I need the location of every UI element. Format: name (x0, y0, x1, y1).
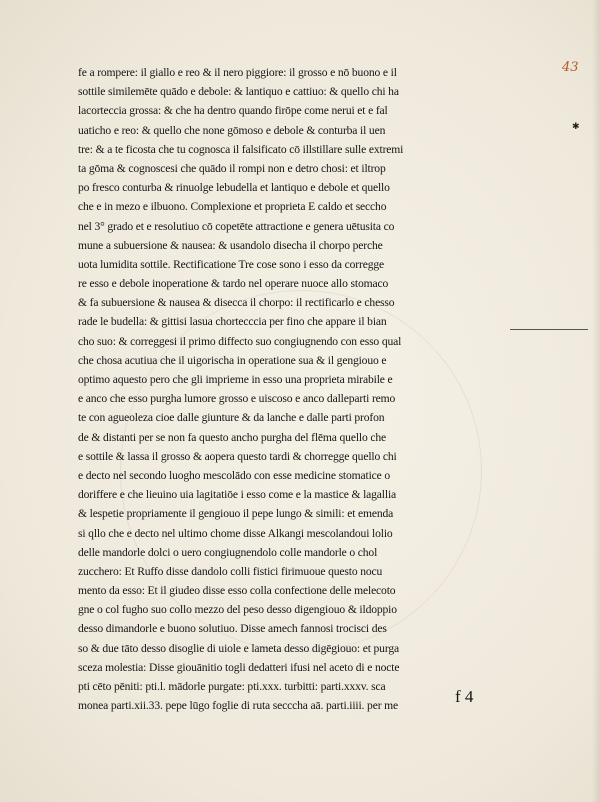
text-line: sottile similemēte quādo e debole: & lantiquo e cattiuo: & quello chi ha (78, 85, 399, 99)
text-line: mune a subuersione & nausea: & usandolo disecha il chorpo perche (78, 238, 383, 252)
text-line: po fresco conturba & rinuolge lebudella et lantiquo e debole et quello (78, 181, 390, 195)
text-block (78, 63, 498, 715)
text-line: zucchero: Et Ruffo disse dandolo colli fistici firimuoue questo nocu (78, 564, 383, 578)
text-line: monea parti.xii.33. pepe lūgo foglie di ruta secccha aā. parti.iiii. per me (78, 699, 399, 713)
text-line: desso dimandorle e buono solutiuo. Disse amech fannosi trocisci des (78, 622, 387, 636)
text-line: fe a rompere: il giallo e reo & il nero piggiore: il grosso e nō buono e il (78, 66, 397, 79)
text-line: delle mandorle dolci o uero congiugnendolo colle mandorle o chol (78, 545, 378, 559)
text-line: tre: & a te ficosta che tu cognosca il falsificato cō illstillare sulle extremi (78, 142, 404, 156)
text-line: mento da esso: Et il giudeo disse esso colla confectione delle melecoto (78, 584, 396, 598)
text-line: che chosa acutiua che il uigorischa in operatione sua & il gengiouo e (78, 353, 387, 367)
signature-mark: f 4 (455, 687, 474, 706)
text-line: & lespetie propriamente il gengiouo il pepe lungo & simili: et emenda (78, 507, 394, 521)
margin-asterisk-icon: ✱ (572, 122, 580, 132)
text-line: doriffere e che lieuino uia lagitatiōe i esso come e la mastice & lagallia (78, 488, 397, 502)
text-line: te con agueoleza cioe dalle giunture & da lanche e dalle parti profon (78, 411, 385, 425)
text-line: optimo aquesto pero che gli imprieme in esso una proprieta mirabile e (78, 373, 393, 386)
text-line: lacorteccia grossa: & che ha dentro quando firōpe come nerui et e fal (78, 104, 388, 118)
text-line: & fa subuersione & nausea & disecca il chorpo: il rectificarlo e chesso (78, 296, 395, 310)
text-line: nel 3° grado et e resolutiuo cō copetēte attractione e genera uētusita co (78, 219, 395, 233)
text-line: pti cēto pēniti: pti.l. mādorle purgate: pti.xxx. turbitti: parti.xxxv. sca (78, 680, 386, 693)
text-line: uaticho e reo: & quello che none gōmoso e debole & conturba il uen (78, 123, 386, 137)
text-line: si qllo che e decto nel ultimo chome disse Alkangi mescolandoui lolio (78, 526, 393, 540)
text-line: gne o col fugho suo collo mezzo del peso desso digengiouo & ildoppio (78, 603, 397, 617)
text-line: e sottile & lassa il grosso & aopera questo tardi & chorregge quello chi (78, 449, 397, 463)
text-line: de & distanti per se non fa questo ancho purgha del flēma quello che (78, 430, 386, 444)
text-line: e anco che esso purgha lumore grosso e uiscoso e anco dalleparti remo (78, 392, 396, 406)
text-line: che e in mezo e ilbuono. Complexione et proprieta E caldo et seccho (78, 200, 387, 214)
margin-rule (510, 329, 588, 330)
page-edge-shadow (592, 0, 600, 802)
text-line: ta gōma & cognoscesi che quādo il rompi non e detro chosi: et iltrop (78, 161, 386, 175)
text-line: re esso e debole inoperatione & tardo nel operare nuoce allo stomaco (78, 277, 389, 291)
folio-number: 43 (562, 60, 579, 75)
text-line: rade le budella: & gittisi lasua chortecccia per fino che appare il bian (78, 315, 387, 329)
text-line: uota lumidita sottile. Rectificatione Tre cose sono i esso da corregge (78, 257, 385, 271)
text-line: e decto nel secondo luogho mescolādo con esse medicine stomatice o (78, 468, 391, 482)
text-line: sceza molestia: Disse giouānitio togli dedatteri ifusi nel aceto di e nocte (78, 660, 400, 674)
text-line: so & due tāto desso disoglie di uiole e lameta desso digēgiouo: et purga (78, 641, 399, 655)
text-line: cho suo: & correggesi il primo diffecto suo congiugnendo con esso qual (78, 334, 402, 348)
